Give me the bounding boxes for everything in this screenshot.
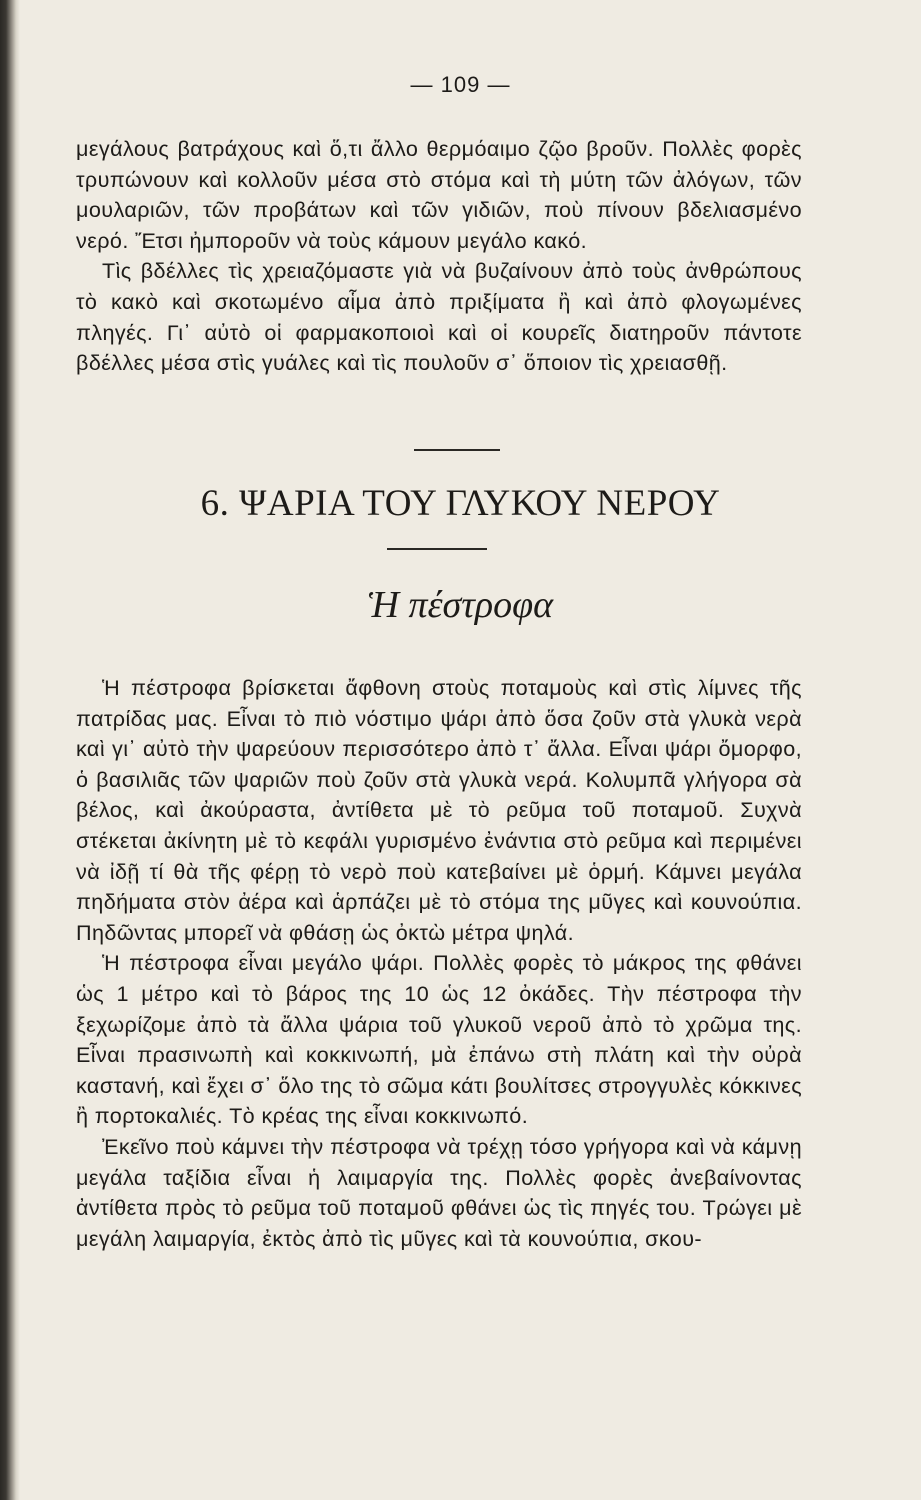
section-heading: 6. ΨΑΡΙΑ ΤΟΥ ΓΛΥΚΟΥ ΝΕΡΟΥ — [200, 483, 721, 524]
paragraph: Ἐκεῖνο ποὺ κάμνει τὴν πέστροφα νὰ τρέχῃ τόσο γρήγορα καὶ νὰ κάμνῃ μεγάλα ταξίδια εἶναι ἡ λαιμαργία της. Πολλὲς φορὲς ἀνεβαίνοντας ἀντίθετα πρὸς τὸ ρεῦμα τοῦ ποταμοῦ φθάνει ὡς τὶς πηγές του. Τρώγει μὲ μεγάλη λαιμαργία, ἐκτὸς ἀπὸ τὶς μῦγες καὶ τὰ κουνούπια, σκου- — [76, 1133, 802, 1251]
binding-edge — [0, 0, 20, 1500]
heading-rule — [387, 548, 487, 550]
intro-text — [76, 134, 802, 379]
paragraph: Ἡ πέστροφα βρίσκεται ἄφθονη στοὺς ποταμοὺς καὶ στὶς λίμνες τῆς πατρίδας μας. Εἶναι τὸ πιὸ νόστιμο ψάρι ἀπὸ ὅσα ζοῦν στὰ γλυκὰ νερὰ καὶ γι᾿ αὐτὸ τὴν ψαρεύουν περισσότερο ἀπὸ τ᾿ ἄλλα. Εἶναι ψάρι ὄμορφο, ὁ βασιλιᾶς τῶν ψαριῶν ποὺ ζοῦν στὰ γλυκὰ νερά. Κολυμπᾶ γλήγορα σὰ βέλος, καὶ ἀκούραστα, ἀντίθετα μὲ τὸ ρεῦμα τοῦ ποταμοῦ. Συχνὰ στέκεται ἀκίνητη μὲ τὸ κεφάλι γυρισμένο ἐνάντια στὸ ρεῦμα καὶ περιμένει νὰ ἰδῇ τί θὰ τῆς φέρῃ τὸ νερὸ ποὺ κατεβαίνει μὲ ὁρμή. Κάμνει μεγάλα πηδήματα στὸν ἀέρα καὶ ἁρπάζει μὲ τὸ στόμα της μῦγες καὶ κουνούπια. Πηδῶντας μπορεῖ νὰ φθάσῃ ὡς ὀκτὼ μέτρα ψηλά. — [76, 675, 802, 945]
subsection-heading: Ἡ πέστροφα — [367, 584, 554, 626]
paragraph: Τὶς βδέλλες τὶς χρειαζόμαστε γιὰ νὰ βυζαίνουν ἀπὸ τοὺς ἀνθρώπους τὸ κακὸ καὶ σκοτωμένο αἷμα ἀπὸ πριξίματα ἢ καὶ ἀπὸ φλογωμένες πληγές. Γι᾿ αὐτὸ οἱ φαρμακοποιοὶ καὶ οἱ κουρεῖς διατηροῦν πάντοτε βδέλλες μέσα στὶς γυάλες καὶ τὶς πουλοῦν σ᾿ ὅποιον τὶς χρειασθῇ. — [76, 258, 802, 376]
separator-rule — [414, 449, 500, 451]
paragraph: μεγάλους βατράχους καὶ ὅ,τι ἄλλο θερμόαιμο ζῷο βροῦν. Πολλὲς φορὲς τρυπώνουν καὶ κολλοῦν μέσα στὸ στόμα καὶ τὴ μύτη τῶν ἀλόγων, τῶν μουλαριῶν, τῶν προβάτων καὶ τῶν γιδιῶν, ποὺ πίνουν βδελιασμένο νερό. Ἔτσι ἠμποροῦν νὰ τοὺς κάμουν μεγάλο κακό. — [76, 136, 802, 253]
paragraph: Ἡ πέστροφα εἶναι μεγάλο ψάρι. Πολλὲς φορὲς τὸ μάκρος της φθάνει ὡς 1 μέτρο καὶ τὸ βάρος της 10 ὡς 12 ὀκάδες. Τὴν πέστροφα τὴν ξεχωρίζομε ἀπὸ τὰ ἄλλα ψάρια τοῦ γλυκοῦ νεροῦ ἀπὸ τὸ χρῶμα της. Εἶναι πρασινωπὴ καὶ κοκκινωπή, μὰ ἐπάνω στὴ πλάτη καὶ τὴν οὐρὰ καστανή, καὶ ἔχει σ᾿ ὅλο της τὸ σῶμα κάτι βουλίτσες στρογγυλὲς κόκκινες ἢ πορτοκαλιές. Τὸ κρέας της εἶναι κοκκινωπό. — [76, 950, 802, 1129]
page-number: — 109 — — [410, 72, 511, 97]
body-text — [76, 673, 802, 1254]
